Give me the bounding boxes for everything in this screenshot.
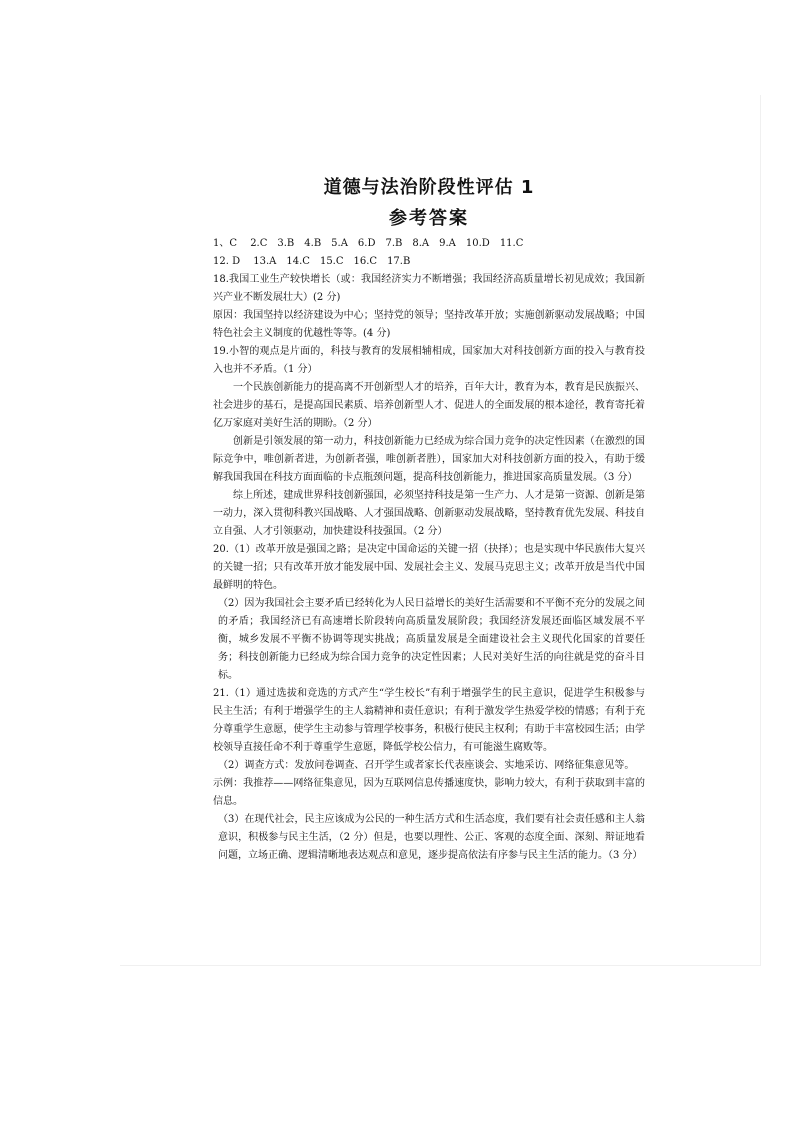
answer-19: 19.小智的观点是片面的，科技与教育的发展相辅相成，国家加大对科技创新方面的投入与教育投入也并不矛盾。（1 分） <box>213 346 645 375</box>
answer-18-reason: 原因：我国坚持以经济建设为中心；坚持党的领导；坚持改革开放；实施创新驱动发展战略；中国特色社会主义制度的优越性等等。(4 分) <box>213 310 645 339</box>
answer-21-example: 示例：我推荐——网络征集意见，因为互联网信息传播速度快，影响力较大，有利于获取到丰富的信息。 <box>213 778 645 807</box>
document-subtitle: 参考答案 <box>389 208 469 229</box>
answers-mc-row-2: 12. D 13.A 14.C 15.C 16.C 17.B <box>213 256 411 267</box>
answer-18: 18.我国工业生产较快增长（或：我国经济实力不断增强；我国经济高质量增长初见成效；我国新兴产业不断发展壮大）(2 分) <box>213 274 645 303</box>
document-title: 道德与法治阶段性评估 1 <box>323 177 535 198</box>
answer-21-1: 21.（1）通过选拔和竞选的方式产生“学生校长”有利于增强学生的民主意识，促进学生积极参与民主生活；有利于增强学生的主人翁精神和责任意识；有利于激发学生热爱学校的情感；有利于充分尊重学生意愿，使学生主动参与管理学校事务，积极行使民主权利；有助于丰富校园生活；由学校领导直接任命不利于尊重学生意愿，降低学校公信力，有可能滋生腐败等。 <box>213 688 645 753</box>
answer-19-innovation: 创新是引领发展的第一动力，科技创新能力已经成为综合国力竞争的决定性因素（在激烈的国际竞争中，唯创新者进，为创新者强，唯创新者胜），国家加大对科技创新方面的投入，有助于缓解我国我国在科技方面面临的卡点瓶颈问题，提高科技创新能力，推进国家高质量发展。（3 分） <box>213 436 645 483</box>
answer-document <box>213 175 645 865</box>
answer-19-education: 一个民族创新能力的提高离不开创新型人才的培养，百年大计，教育为本，教育是民族振兴、社会进步的基石，是提高国民素质、培养创新型人才、促进人的全面发展的根本途径，教育寄托着亿万家庭对美好生活的期盼。（2 分） <box>213 382 645 429</box>
answers-mc-row-1: 1、C 2.C 3.B 4.B 5.A 6.D 7.B 8.A 9.A 10.D 11.C <box>213 238 524 249</box>
answer-19-summary: 综上所述，建成世界科技创新强国，必须坚持科技是第一生产力、人才是第一资源、创新是第一动力，深入贯彻科教兴国战略、人才强国战略、创新驱动发展战略，坚持教育优先发展、科技自立自强、人才引领驱动，加快建设科技强国。（2 分） <box>213 490 645 537</box>
answer-21-3: （3）在现代社会，民主应该成为公民的一种生活方式和生活态度，我们要有社会责任感和主人翁意识，积极参与民主生活，（2 分）但是，也要以理性、公正、客观的态度全面、深刻、辩证地看问题，立场正确、逻辑清晰地表达观点和意见，逐步提高依法有序参与民主生活的能力。（3 分） <box>218 814 645 861</box>
answer-20-1: 20.（1）改革开放是强国之路；是决定中国命运的关键一招（抉择）；也是实现中华民族伟大复兴的关键一招；只有改革开放才能发展中国、发展社会主义、发展马克思主义；改革开放是当代中国最鲜明的特色。 <box>213 544 645 591</box>
answer-20-2: （2）因为我国社会主要矛盾已经转化为人民日益增长的美好生活需要和不平衡不充分的发展之间的矛盾；我国经济已有高速增长阶段转向高质量发展阶段；我国经济发展还面临区域发展不平衡，城乡发展不平衡不协调等现实挑战；高质量发展是全面建设社会主义现代化国家的首要任务；科技创新能力已经成为综合国力竞争的决定性因素；人民对美好生活的向往就是党的奋斗目标。 <box>218 598 645 681</box>
answer-21-2: （2）调查方式：发放问卷调查、召开学生或者家长代表座谈会、实地采访、网络征集意见等。 <box>218 760 635 771</box>
